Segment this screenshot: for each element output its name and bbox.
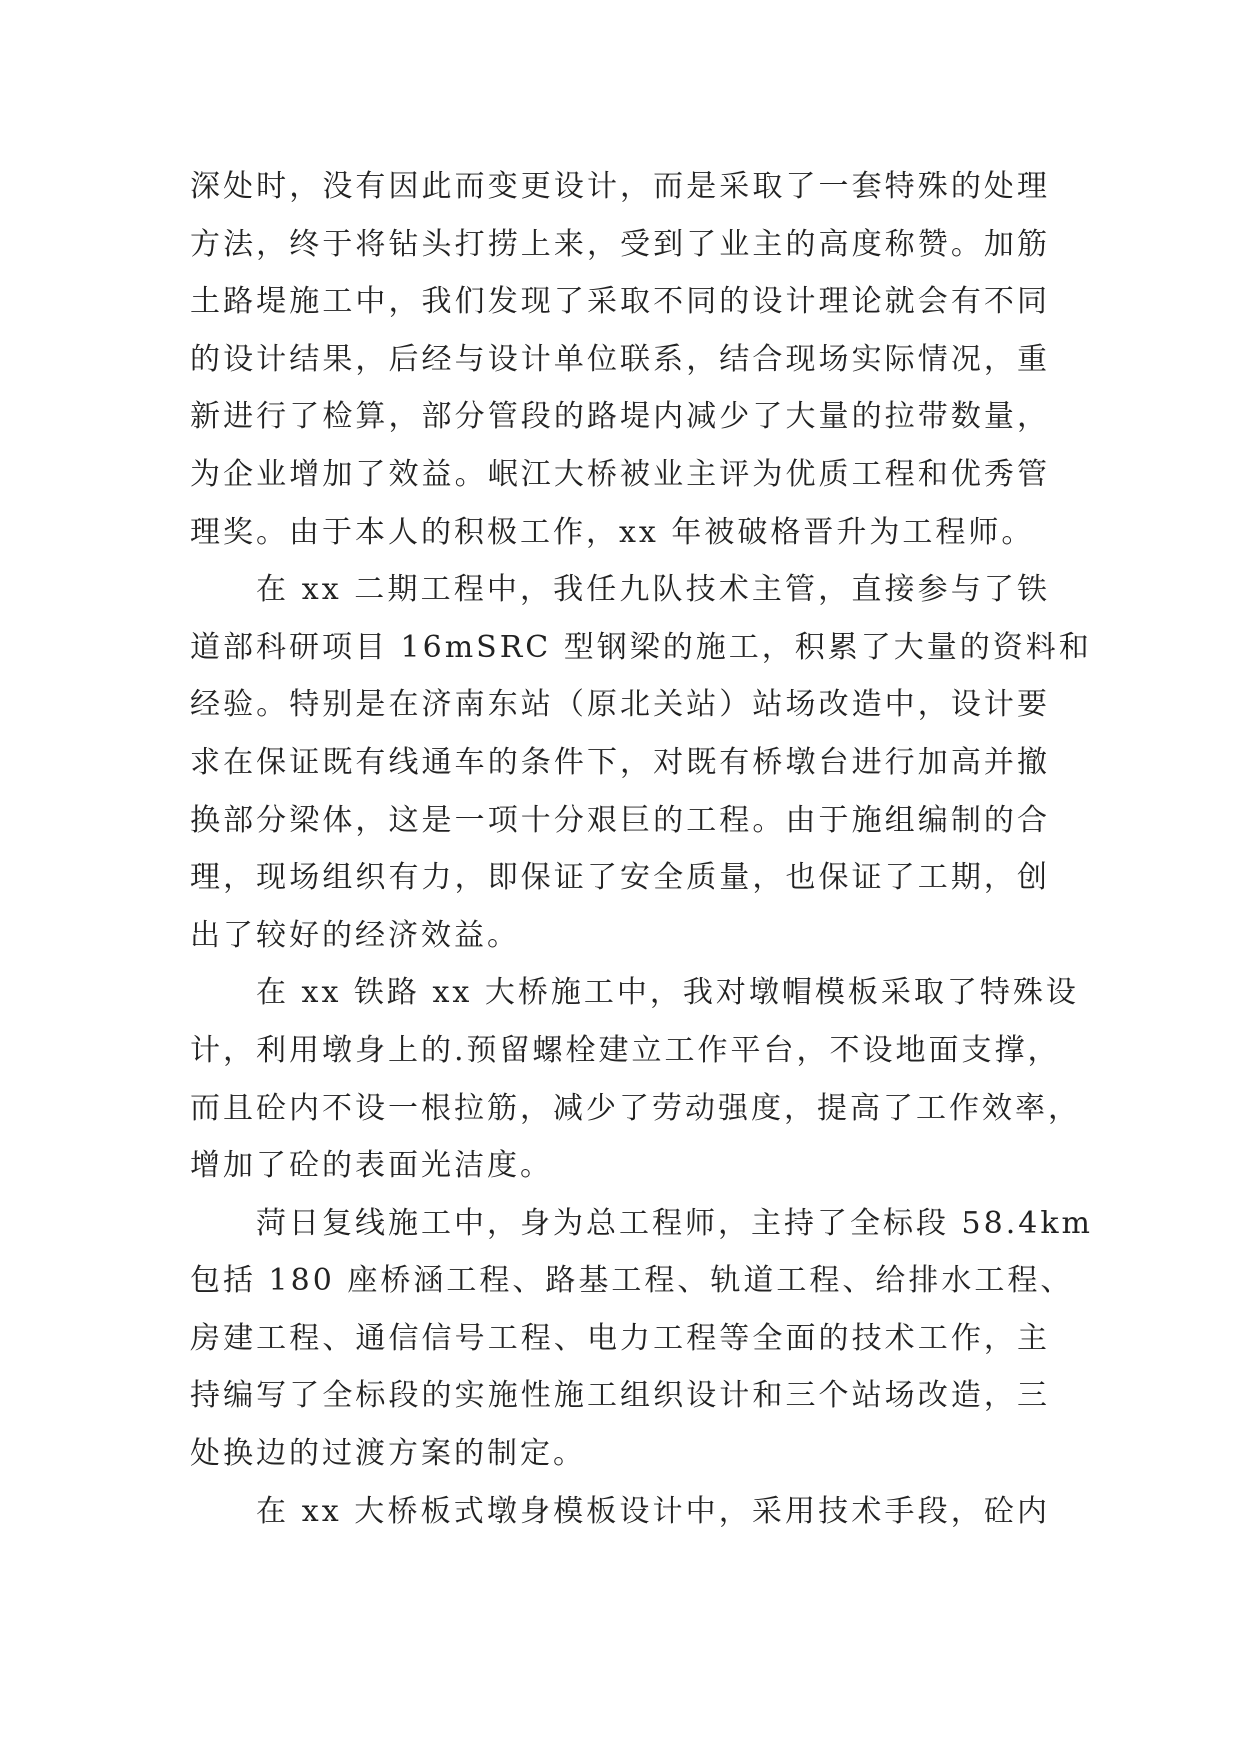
text-line: 土路堤施工中，我们发现了采取不同的设计理论就会有不同 — [190, 284, 1050, 320]
text-line: 经验。特别是在济南东站（原北关站）站场改造中，设计要 — [190, 687, 1050, 723]
text-line: 菏日复线施工中，身为总工程师，主持了全标段 58.4km — [256, 1205, 1093, 1241]
text-line: 在 xx 二期工程中，我任九队技术主管，直接参与了铁 — [256, 572, 1050, 608]
text-line: 包括 180 座桥涵工程、路基工程、轨道工程、给排水工程、 — [190, 1263, 1074, 1299]
text-line: 为企业增加了效益。岷江大桥被业主评为优质工程和优秀管 — [190, 456, 1050, 492]
text-line: 增加了砼的表面光洁度。 — [190, 1148, 553, 1184]
text-line: 深处时，没有因此而变更设计，而是采取了一套特殊的处理 — [190, 169, 1050, 204]
text-line: 出了较好的经济效益。 — [190, 917, 520, 953]
text-line: 道部科研项目 16mSRC 型钢梁的施工，积累了大量的资料和 — [190, 629, 1092, 665]
text-line: 方法，终于将钻头打捞上来，受到了业主的高度称赞。加筋 — [190, 226, 1050, 262]
text-line: 的设计结果，后经与设计单位联系，结合现场实际情况，重 — [190, 341, 1050, 377]
text-line: 换部分梁体，这是一项十分艰巨的工程。由于施组编制的合 — [190, 802, 1050, 838]
text-line: 理奖。由于本人的积极工作，xx 年被破格晋升为工程师。 — [190, 514, 1035, 550]
text-line: 计，利用墩身上的.预留螺栓建立工作平台，不设地面支撑， — [190, 1032, 1061, 1068]
text-line: 持编写了全标段的实施性施工组织设计和三个站场改造，三 — [190, 1378, 1050, 1414]
text-line: 在 xx 大桥板式墩身模板设计中，采用技术手段，砼内 — [256, 1493, 1050, 1529]
text-line: 处换边的过渡方案的制定。 — [190, 1436, 586, 1472]
text-line: 房建工程、通信信号工程、电力工程等全面的技术工作，主 — [190, 1320, 1050, 1356]
body-text — [190, 158, 1093, 1540]
text-line: 新进行了检算，部分管段的路堤内减少了大量的拉带数量， — [190, 399, 1050, 435]
text-line: 求在保证既有线通车的条件下，对既有桥墩台进行加高并撤 — [190, 744, 1050, 780]
text-line: 而且砼内不设一根拉筋，减少了劳动强度，提高了工作效率， — [190, 1090, 1081, 1126]
text-line: 在 xx 铁路 xx 大桥施工中，我对墩帽模板采取了特殊设 — [256, 975, 1079, 1011]
text-line: 理，现场组织有力，即保证了安全质量，也保证了工期，创 — [190, 860, 1050, 896]
